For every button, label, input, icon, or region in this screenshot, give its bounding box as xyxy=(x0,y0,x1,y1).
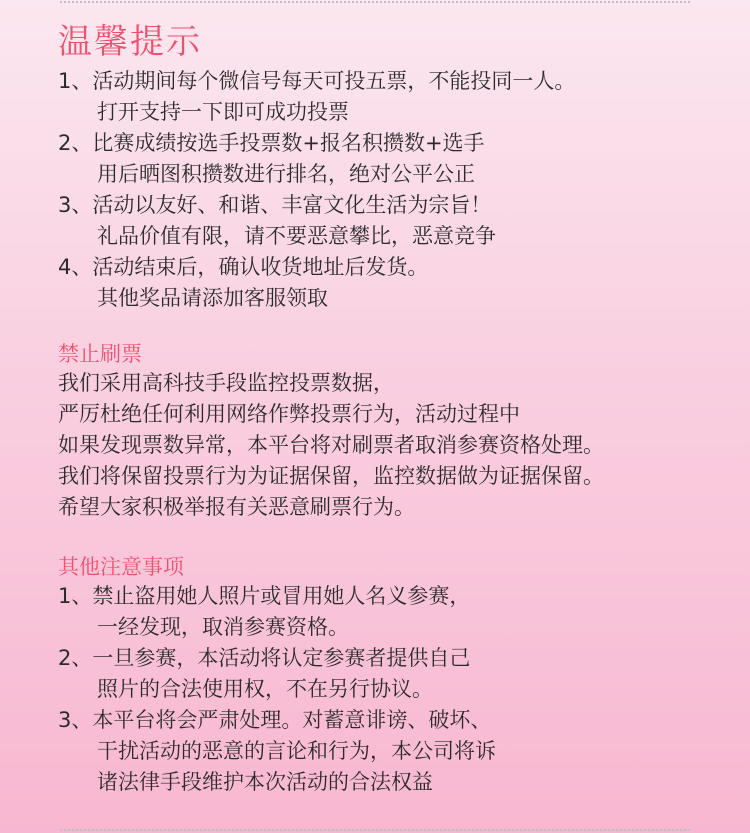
ban-line: 我们采用高科技手段监控投票数据， xyxy=(58,371,394,395)
other-item-3 xyxy=(58,705,728,798)
tips-item-line: 1、活动期间每个微信号每天可投五票，不能投同一人。 xyxy=(58,69,576,93)
ban-title: 禁止刷票 xyxy=(58,342,142,366)
other-item-line: 1、禁止盗用她人照片或冒用她人名义参赛， xyxy=(58,584,471,608)
other-list xyxy=(58,581,728,798)
other-item-line: 2、一旦参赛，本活动将认定参赛者提供自己 xyxy=(58,646,471,670)
ban-paragraph xyxy=(58,368,728,523)
top-dotted-divider xyxy=(60,1,690,3)
other-item-line: 干扰活动的恶意的言论和行为，本公司将诉 xyxy=(97,739,496,763)
other-title: 其他注意事项 xyxy=(58,555,184,579)
tips-list xyxy=(58,66,728,314)
tips-item-line: 3、活动以友好、和谐、丰富文化生活为宗旨！ xyxy=(58,193,492,217)
bottom-dotted-divider xyxy=(60,829,690,831)
tips-title: 温馨提示 xyxy=(58,22,202,62)
other-item-line: 3、本平台将会严肃处理。对蓄意诽谤、破坏、 xyxy=(58,708,492,732)
tips-item-line: 4、活动结束后，确认收货地址后发货。 xyxy=(58,255,429,279)
tips-item-line: 礼品价值有限，请不要恶意攀比，恶意竞争 xyxy=(97,224,496,248)
other-item-2 xyxy=(58,643,728,705)
tips-item-2 xyxy=(58,128,728,190)
tips-item-3 xyxy=(58,190,728,252)
ban-line: 如果发现票数异常，本平台将对刷票者取消参赛资格处理。 xyxy=(58,433,604,457)
ban-line: 严厉杜绝任何利用网络作弊投票行为，活动过程中 xyxy=(58,402,520,426)
tips-item-1 xyxy=(58,66,728,128)
notice-content xyxy=(58,20,728,798)
tips-item-4 xyxy=(58,252,728,314)
tips-item-line: 2、比赛成绩按选手投票数+报名积攒数+选手 xyxy=(58,131,485,155)
other-item-1 xyxy=(58,581,728,643)
ban-line: 希望大家积极举报有关恶意刷票行为。 xyxy=(58,495,415,519)
other-item-line: 照片的合法使用权，不在另行协议。 xyxy=(97,677,433,701)
other-item-line: 一经发现，取消参赛资格。 xyxy=(97,615,349,639)
other-item-line: 诸法律手段维护本次活动的合法权益 xyxy=(97,770,433,794)
tips-item-line: 打开支持一下即可成功投票 xyxy=(97,100,349,124)
tips-item-line: 用后晒图积攒数进行排名，绝对公平公正 xyxy=(97,162,475,186)
tips-item-line: 其他奖品请添加客服领取 xyxy=(97,286,328,310)
ban-line: 我们将保留投票行为为证据保留，监控数据做为证据保留。 xyxy=(58,464,604,488)
